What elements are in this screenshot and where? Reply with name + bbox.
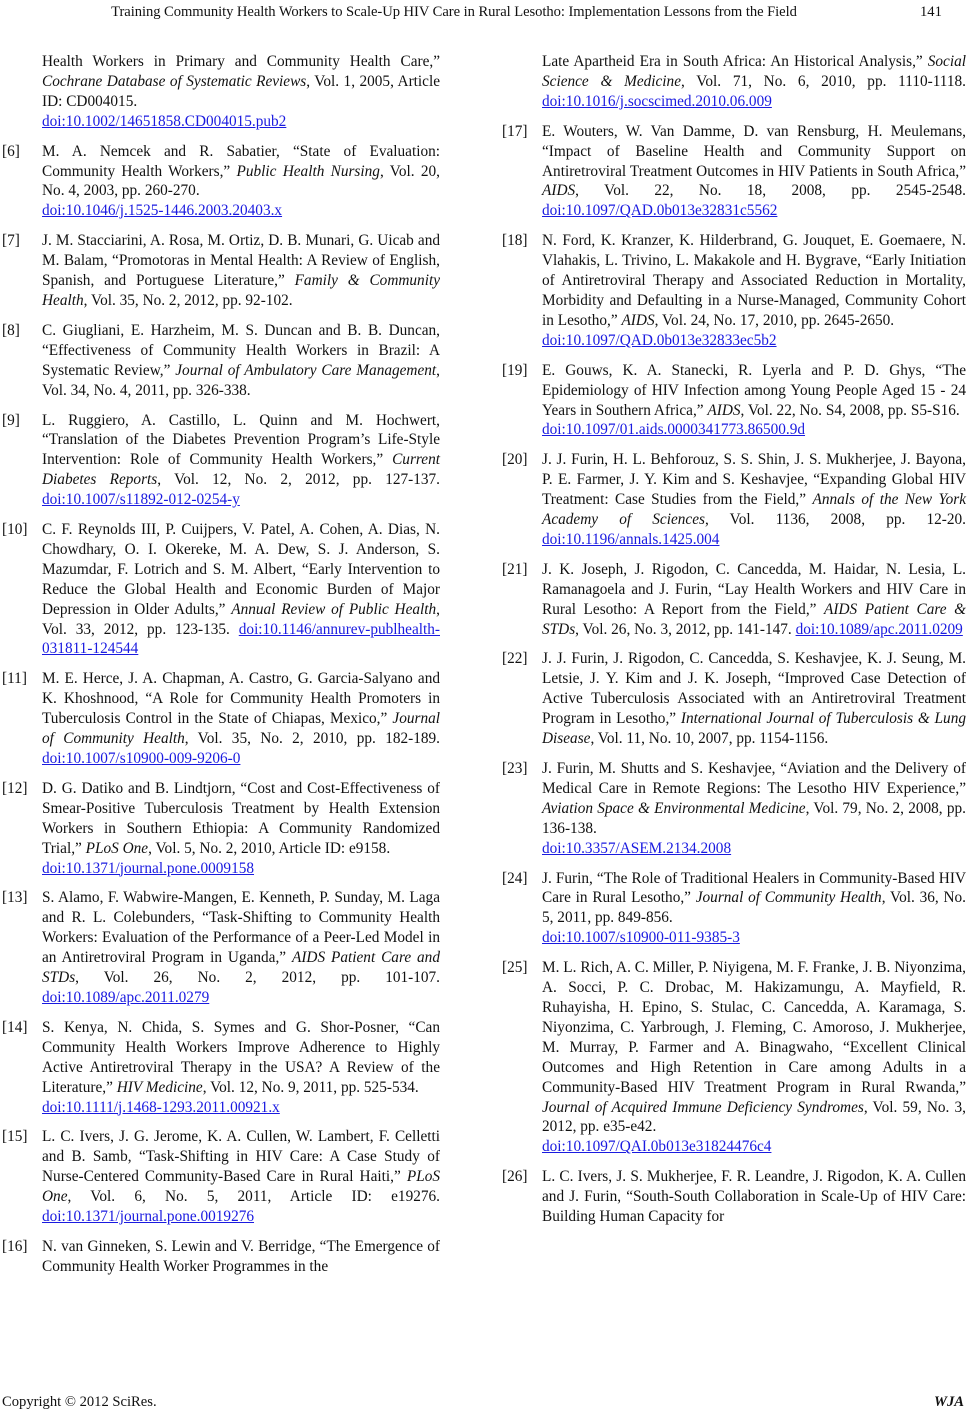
reference-text: , Vol. 35, No. 2, 2010, pp. 182-189. xyxy=(184,730,440,748)
reference-number: [7] xyxy=(2,232,20,250)
running-header-title: Training Community Health Workers to Scale-Up HIV Care in Rural Lesotho: Implementation Lessons from the Field xyxy=(111,4,797,20)
copyright-notice: Copyright © 2012 SciRes. xyxy=(2,1394,157,1410)
reference-number: [12] xyxy=(2,779,28,797)
reference-text: J. J. Furin, H. L. Behforouz, S. S. Shin, J. S. Mukherjee, J. Bayona, P. E. Farmer, J. Y. Kim and S. Keshavjee, “Expanding Global HIV Treatment: Case Studies from the Field,” xyxy=(542,451,966,509)
reference-number: [17] xyxy=(502,122,528,140)
reference-text: L. C. Ivers, J. S. Mukherjee, F. R. Leandre, J. Rigodon, K. A. Cullen and J. Furin, “South-South Collaboration in Scale-Up of HIV Care: Building Human Capacity for xyxy=(542,1168,966,1226)
reference-text: , Vol. 11, No. 10, 2007, pp. 1154-1156. xyxy=(590,730,829,748)
reference-text: , Vol. 6, No. 5, 2011, Article ID: e19276. xyxy=(67,1188,440,1206)
reference-entry xyxy=(502,231,966,350)
reference-entry xyxy=(502,560,966,640)
reference-source-title: Journal of Community Health xyxy=(42,710,440,748)
reference-text: , Vol. 1136, 2008, pp. 12-20. xyxy=(704,511,966,529)
reference-entry xyxy=(2,411,440,511)
doi-link[interactable]: doi:10.1089/apc.2011.0209 xyxy=(795,620,963,638)
reference-text: , Vol. 20, No. 4, 2003, pp. 260-270. xyxy=(42,162,440,200)
reference-text: J. K. Joseph, J. Rigodon, C. Cancedda, M. Haidar, N. Lesia, L. Ramanagoela and J. Furin, “Lay Health Workers and HIV Care in Rural Lesotho: A Report from the Field,” xyxy=(542,560,966,618)
reference-text: , Vol. 33, 2012, pp. 123-135. xyxy=(42,600,440,638)
reference-text: N. Ford, K. Kranzer, K. Hilderbrand, G. Jouquet, E. Goemaere, N. Vlahakis, L. Trivino, L. Makakole and H. Bygrave, “Early Initiation of Antiretroviral Therapy and Associated Reduction in Mortality, Morbidity and Defaulting in a Nurse-Managed, Community Cohort in Lesotho,” xyxy=(542,232,966,329)
reference-text: Late Apartheid Era in South Africa: An Historical Analysis,” xyxy=(542,53,928,70)
reference-text: , Vol. 36, No. 5, 2011, pp. 849-856. xyxy=(542,889,966,927)
reference-entry xyxy=(2,1018,440,1118)
doi-link[interactable]: doi:10.1097/QAI.0b013e31824476c4 xyxy=(542,1138,772,1156)
reference-text: , Vol. 26, No. 3, 2012, pp. 141-147. xyxy=(575,620,796,638)
reference-text: Health Workers in Primary and Community Health Care,” xyxy=(42,53,440,70)
reference-source-title: Journal of Ambulatory Care Management xyxy=(175,361,437,379)
reference-source-title: Social Science & Medicine xyxy=(542,53,966,90)
reference-source-title: Public Health Nursing xyxy=(236,162,380,180)
reference-text: , Vol. 5, No. 2, 2010, Article ID: e9158. xyxy=(148,839,391,857)
reference-source-title: AIDS xyxy=(542,182,576,200)
page-number: 141 xyxy=(920,4,942,20)
reference-text: , Vol. 1, 2005, Article ID: CD004015. xyxy=(42,72,440,110)
doi-link[interactable]: doi:10.1046/j.1525-1446.2003.20403.x xyxy=(42,202,283,220)
reference-entry xyxy=(2,1127,440,1227)
reference-source-title: Family & Community Health xyxy=(42,272,440,309)
reference-entry xyxy=(2,669,440,769)
reference-number: [13] xyxy=(2,889,28,907)
doi-link[interactable]: doi:10.1007/s10900-009-9206-0 xyxy=(42,750,241,767)
reference-number: [23] xyxy=(502,760,528,777)
reference-text: D. G. Datiko and B. Lindtjorn, “Cost and Cost-Effectiveness of Smear-Positive Tuberculosis Treatment by Health Extension Workers in Southern Ethiopia: A Community Randomized Trial,” xyxy=(42,779,440,857)
reference-number: [16] xyxy=(2,1237,28,1255)
reference-text: M. L. Rich, A. C. Miller, P. Niyigena, M. F. Franke, J. B. Niyonzima, A. Socci, P. C. Drobac, M. Hakizamungu, A. Mayfield, R. Ruhayisha, H. Epino, S. Stulac, C. Cancedda, A. Karamaga, S. Niyonzima, C. Yarbrough, J. Fleming, C. Amoroso, J. Mukherjee, M. Murray, P. Farmer and A. Binagwaho, “Excellent Clinical Outcomes and High Retention in Care among Adults in a Community-Based HIV Treatment Program in Rural Rwanda,” xyxy=(542,959,966,1096)
reference-text: , Vol. 12, No. 2, 2012, pp. 127-137. xyxy=(157,471,440,489)
reference-text: , Vol. 24, No. 17, 2010, pp. 2645-2650. xyxy=(654,311,895,329)
doi-link[interactable]: doi:10.1016/j.socscimed.2010.06.009 xyxy=(542,92,772,110)
doi-link[interactable]: doi:10.1007/s10900-011-9385-3 xyxy=(542,929,740,947)
doi-link[interactable]: doi:10.1111/j.1468-1293.2011.00921.x xyxy=(42,1098,280,1116)
references-left-column xyxy=(2,52,440,1287)
reference-text: E. Wouters, W. Van Damme, D. van Rensburg, H. Meulemans, “Impact of Baseline Health and Community Support on Antiretroviral Treatment Outcomes in HIV Patients in South Africa,” xyxy=(542,122,966,180)
reference-number: [24] xyxy=(502,869,528,887)
reference-entry xyxy=(502,649,966,749)
reference-entry xyxy=(502,759,966,859)
reference-entry xyxy=(2,142,440,222)
reference-source-title: Journal of Community Health xyxy=(695,889,882,907)
doi-link[interactable]: doi:10.1146/annurev-publhealth-031811-124544 xyxy=(42,620,440,658)
reference-entry xyxy=(2,52,440,132)
doi-link[interactable]: doi:10.1097/QAD.0b013e32831c5562 xyxy=(542,202,778,220)
doi-link[interactable]: doi:10.1097/QAD.0b013e32833ec5b2 xyxy=(542,331,777,349)
doi-link[interactable]: doi:10.1097/01.aids.0000341773.86500.9d xyxy=(542,421,806,439)
running-header xyxy=(0,0,968,26)
reference-entry xyxy=(2,1237,440,1277)
doi-link[interactable]: doi:10.1196/annals.1425.004 xyxy=(542,530,720,548)
reference-source-title: Aviation Space & Environmental Medicine xyxy=(542,799,806,817)
doi-link[interactable]: doi:10.3357/ASEM.2134.2008 xyxy=(542,839,732,857)
reference-text: L. Ruggiero, A. Castillo, L. Quinn and M. Hochwert, “Translation of the Diabetes Prevention Program’s Life-Style Intervention: Role of Community Health Workers,” xyxy=(42,411,440,469)
reference-number: [14] xyxy=(2,1018,28,1036)
reference-number: [6] xyxy=(2,142,20,160)
reference-source-title: Current Diabetes Reports xyxy=(42,451,440,489)
reference-number: [8] xyxy=(2,321,20,339)
reference-entry xyxy=(502,958,966,1157)
reference-text: , Vol. 26, No. 2, 2012, pp. 101-107. xyxy=(75,969,440,987)
reference-source-title: AIDS xyxy=(707,401,741,419)
reference-source-title: AIDS Patient Care & STDs xyxy=(542,600,966,638)
reference-text: , Vol. 12, No. 9, 2011, pp. 525-534. xyxy=(202,1078,419,1096)
reference-text: J. M. Stacciarini, A. Rosa, M. Ortiz, D. B. Munari, G. Uicab and M. Balam, “Promotoras in Mental Health: A Review of English, Spanish, and Portuguese Literature,” xyxy=(42,232,440,290)
reference-text: S. Alamo, F. Wabwire-Mangen, E. Kenneth, P. Sunday, M. Laga and R. L. Colebunders, “Task-Shifting to Community Health Workers: Evaluation of the Performance of a Peer-Led Model in an Antiretroviral Program in Uganda,” xyxy=(42,889,440,967)
reference-number: [26] xyxy=(502,1168,528,1186)
reference-source-title: HIV Medicine xyxy=(116,1078,203,1096)
reference-source-title: AIDS Patient Care and STDs xyxy=(42,949,440,987)
references-right-column xyxy=(502,52,966,1237)
reference-text: , Vol. 59, No. 3, 2012, pp. e35-e42. xyxy=(542,1098,966,1136)
reference-text: , Vol. 79, No. 2, 2008, pp. 136-138. xyxy=(542,799,966,837)
reference-number: [11] xyxy=(2,670,27,688)
reference-number: [9] xyxy=(2,411,20,429)
reference-number: [25] xyxy=(502,959,528,977)
reference-entry xyxy=(2,231,440,311)
reference-text: , Vol. 22, No. S4, 2008, pp. S5-S16. xyxy=(740,401,960,419)
reference-text: , Vol. 71, No. 6, 2010, pp. 1110-1118. xyxy=(681,72,966,90)
reference-text: C. Giugliani, E. Harzheim, M. S. Duncan and B. B. Duncan, “Effectiveness of Community Health Workers in Brazil: A Systematic Review,” xyxy=(42,321,440,379)
reference-number: [20] xyxy=(502,451,528,469)
reference-entry xyxy=(502,869,966,949)
reference-text: M. E. Herce, J. A. Chapman, A. Castro, G. Garcia-Salyano and K. Khoshnood, “A Role for Community Health Promoters in Tuberculosis Control in the State of Chiapas, Mexico,” xyxy=(42,670,440,728)
reference-source-title: International Journal of Tuberculosis & Lung Disease xyxy=(542,710,967,748)
reference-entry xyxy=(502,52,966,112)
reference-text: , Vol. 35, No. 2, 2012, pp. 92-102. xyxy=(83,291,293,309)
doi-link[interactable]: doi:10.1371/journal.pone.0019276 xyxy=(42,1208,255,1226)
reference-number: [10] xyxy=(2,521,28,539)
reference-text: , Vol. 22, No. 18, 2008, pp. 2545-2548. xyxy=(575,182,966,200)
reference-entry xyxy=(2,520,440,659)
reference-source-title: AIDS xyxy=(621,311,655,329)
reference-text: M. A. Nemcek and R. Sabatier, “State of Evaluation: Community Health Workers,” xyxy=(42,142,440,180)
reference-entry xyxy=(502,450,966,550)
reference-text: J. Furin, “The Role of Traditional Healers in Community-Based HIV Care in Rural Lesotho,” xyxy=(542,869,966,907)
reference-text: J. J. Furin, J. Rigodon, C. Cancedda, S. Keshavjee, K. J. Seung, M. Letsie, J. Y. Kim and J. K. Joseph, “Improved Case Detection of Active Tuberculosis Associated with an Antiretroviral Treatment Program in Lesotho,” xyxy=(542,650,966,728)
doi-link[interactable]: doi:10.1089/apc.2011.0279 xyxy=(42,988,210,1006)
reference-text: , Vol. 34, No. 4, 2011, pp. 326-338. xyxy=(42,361,440,399)
reference-number: [15] xyxy=(2,1128,28,1146)
reference-text: J. Furin, M. Shutts and S. Keshavjee, “Aviation and the Delivery of Medical Care in Remote Regions: The Lesotho HIV Experience,” xyxy=(542,760,966,797)
journal-abbrev: WJA xyxy=(933,1394,964,1410)
reference-source-title: Cochrane Database of Systematic Reviews xyxy=(42,72,307,90)
reference-source-title: Annals of the New York Academy of Sciences xyxy=(542,491,966,529)
reference-source-title: PLoS One xyxy=(85,839,149,857)
reference-source-title: Journal of Acquired Immune Deficiency Syndromes xyxy=(542,1098,864,1116)
page-footer xyxy=(0,1394,968,1414)
reference-source-title: PLoS One xyxy=(42,1168,440,1206)
doi-link[interactable]: doi:10.1002/14651858.CD004015.pub2 xyxy=(42,112,287,130)
reference-entry xyxy=(502,1167,966,1227)
reference-text: E. Gouws, K. A. Stanecki, R. Lyerla and P. D. Ghys, “The Epidemiology of HIV Infection among Young People Aged 15 - 24 Years in Southern Africa,” xyxy=(542,361,966,419)
reference-text: C. F. Reynolds III, P. Cuijpers, V. Patel, A. Cohen, A. Dias, N. Chowdhary, O. I. Okereke, M. A. Dew, S. J. Anderson, S. Mazumdar, F. Lotrich and S. M. Albert, “Early Intervention to Reduce the Global Health and Economic Burden of Major Depression in Older Adults,” xyxy=(42,521,440,618)
reference-entry xyxy=(2,321,440,401)
reference-number: [19] xyxy=(502,361,528,379)
reference-number: [18] xyxy=(502,232,528,250)
reference-entry xyxy=(502,361,966,441)
doi-link[interactable]: doi:10.1371/journal.pone.0009158 xyxy=(42,859,255,877)
reference-source-title: Annual Review of Public Health xyxy=(231,600,437,618)
reference-entry xyxy=(2,888,440,1007)
reference-text: S. Kenya, N. Chida, S. Symes and G. Shor-Posner, “Can Community Health Workers Improve Adherence to Highly Active Antiretroviral Therapy in the USA? A Review of the Literature,” xyxy=(42,1018,440,1096)
reference-number: [22] xyxy=(502,650,528,668)
reference-entry xyxy=(2,779,440,879)
reference-text: N. van Ginneken, S. Lewin and V. Berridge, “The Emergence of Community Health Worker Programmes in the xyxy=(42,1237,440,1275)
reference-text: L. C. Ivers, J. G. Jerome, K. A. Cullen, W. Lambert, F. Celletti and B. Samb, “Task-Shifting in HIV Care: A Case Study of Nurse-Centered Community-Based Care in Rural Haiti,” xyxy=(42,1128,440,1186)
reference-entry xyxy=(502,122,966,222)
doi-link[interactable]: doi:10.1007/s11892-012-0254-y xyxy=(42,491,240,509)
reference-number: [21] xyxy=(502,560,528,578)
